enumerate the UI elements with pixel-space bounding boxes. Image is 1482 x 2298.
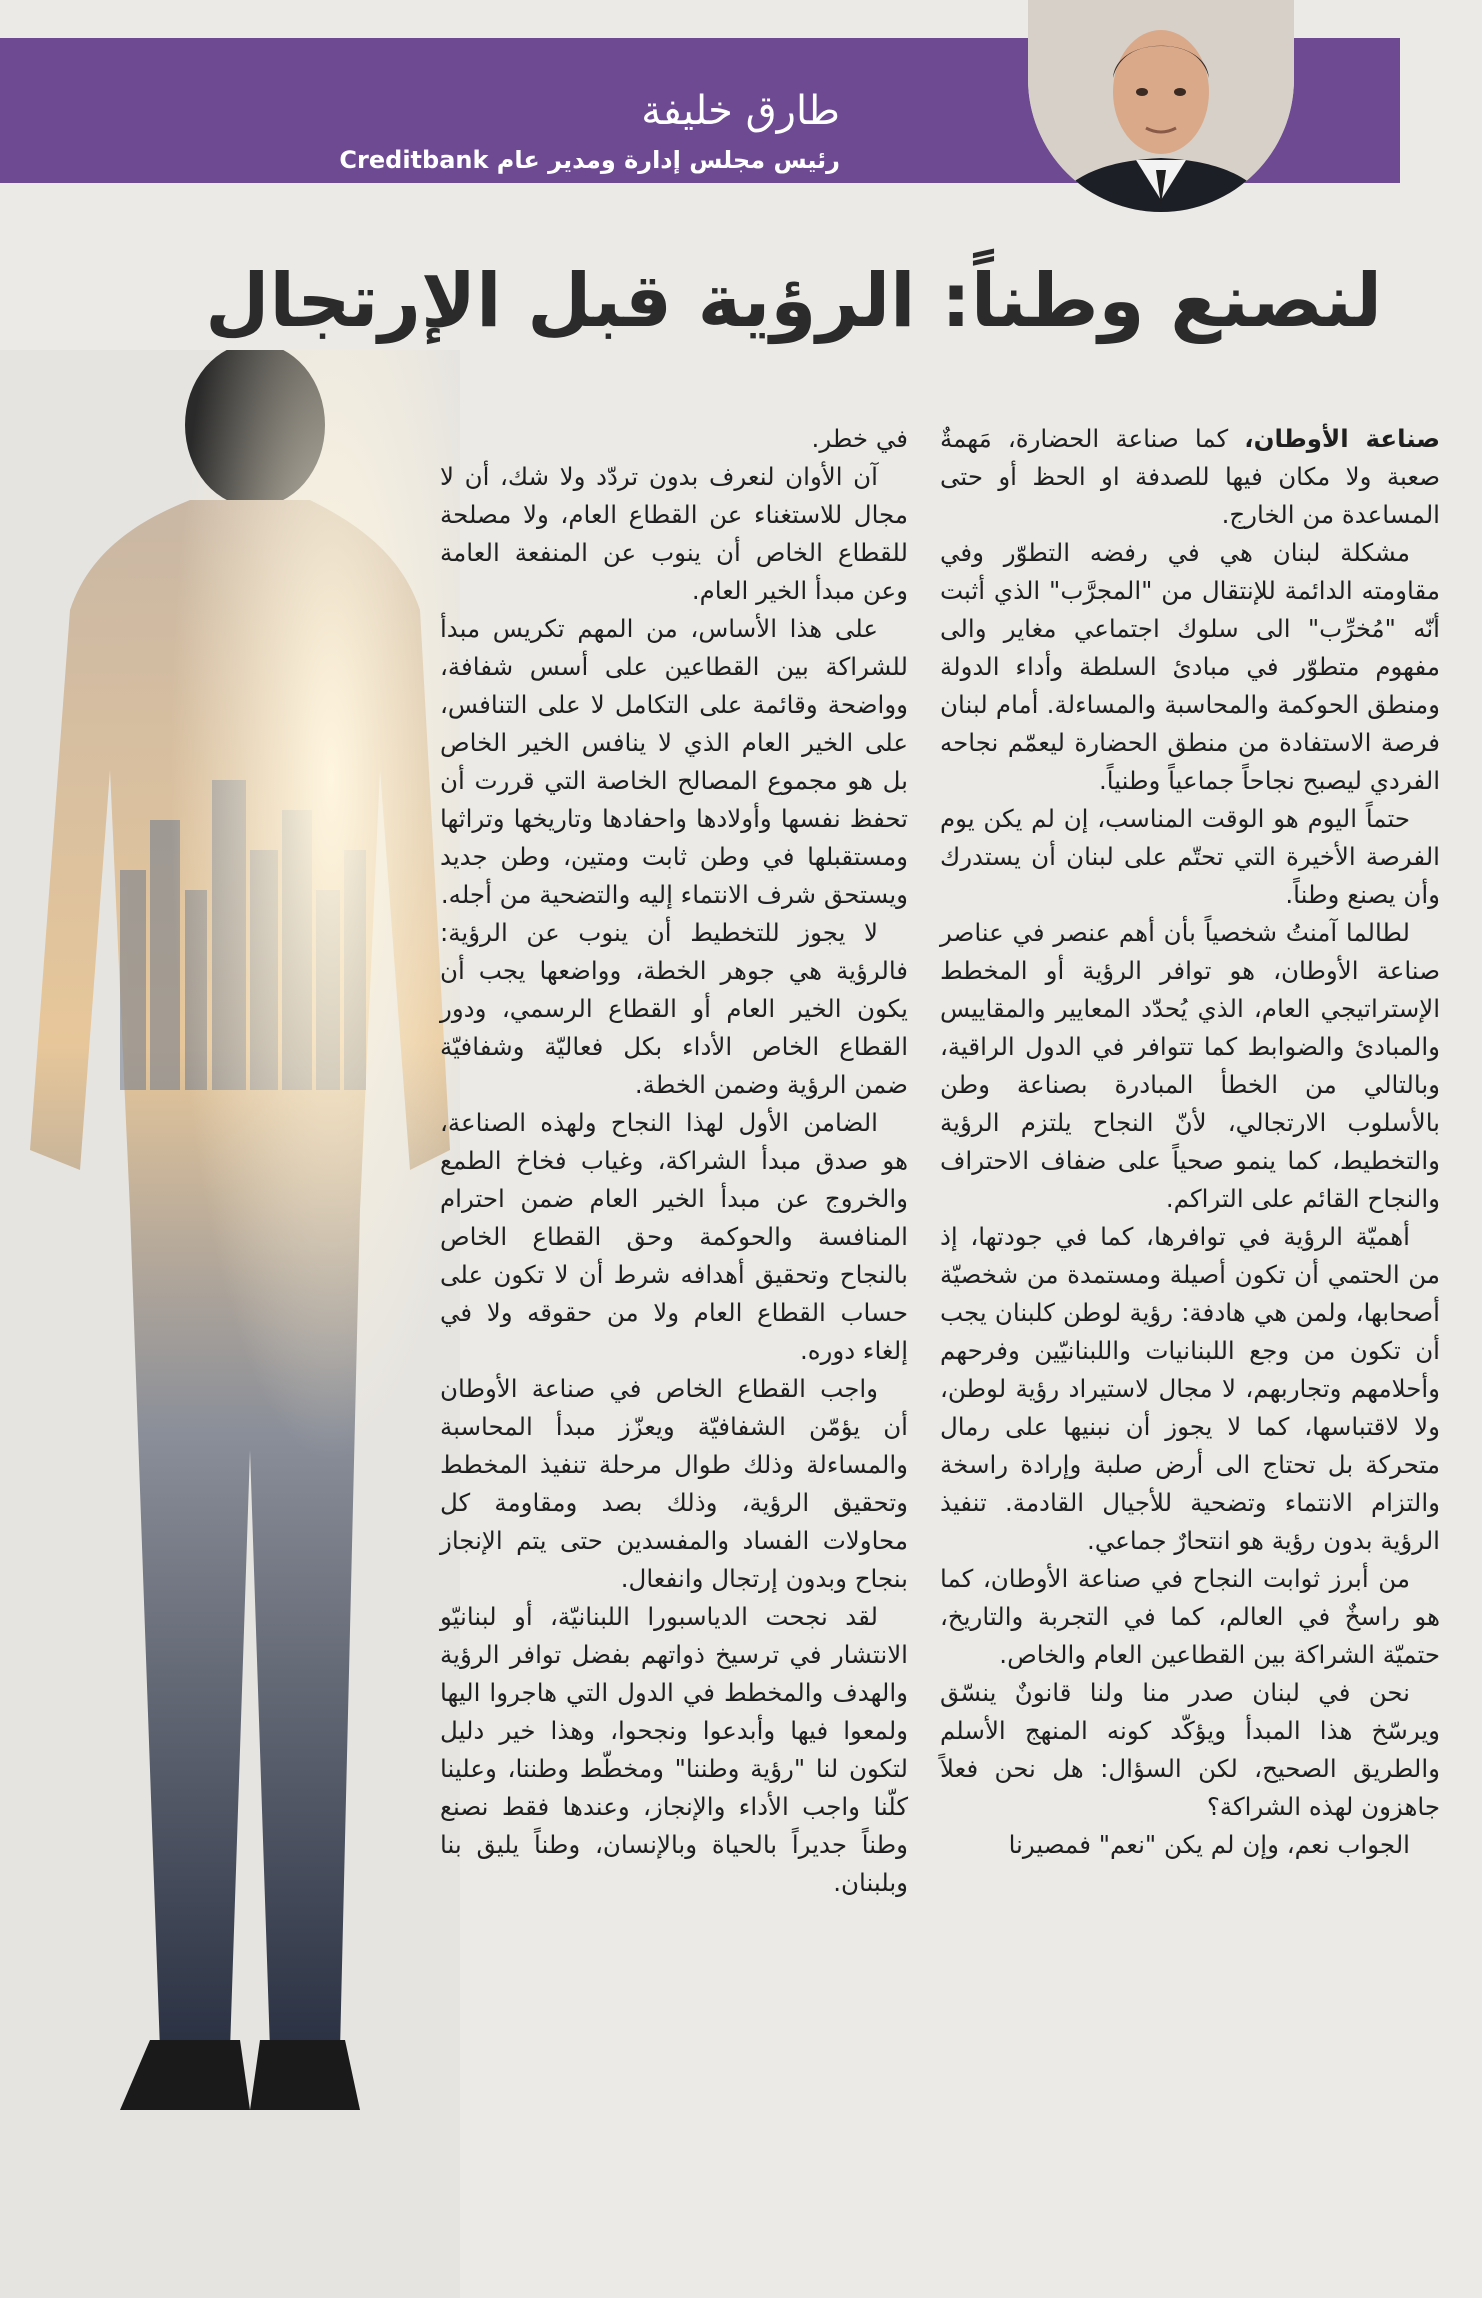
author-name: طارق خليفة [641,88,840,134]
paragraph-left-5: الضامن الأول لهذا النجاح ولهذه الصناعة، هو صدق مبدأ الشراكة، وغياب فخاخ الطمع والخروج عن مبدأ الخير العام ضمن احترام المنافسة والحوكمة وحق القطاع الخاص بالنجاح وتحقيق أهدافه شرط أن لا تكون على حساب القطاع العام ولا من حقوقه ولا في إلغاء دوره. [440,1108,908,1365]
paragraph-left-7: لقد نجحت الدياسبورا اللبنانيّة، أو لبنانيّو الانتشار في ترسيخ ذواتهم بفضل توافر الرؤية والهدف والمخطط في الدول التي هاجروا اليها ولمعوا فيها وأبدعوا ونجحوا، وهذا خير دليل لتكون لنا "رؤية وطننا" ومخطّط وطننا، وعلينا كلّنا واجب الأداء والإنجاز، وعندها فقط نصنع وطناً جديراً بالحياة وبالإنسان، وطناً يليق بنا وبلبنان. [440,1602,908,1897]
paragraph-right-4: لطالما آمنتُ شخصياً بأن أهم عنصر في عناصر صناعة الأوطان، هو توافر الرؤية أو المخطط الإستراتيجي العام، الذي يُحدّد المعايير والمقاييس والمبادئ والضوابط كما تتوافر في الدول الراقية، وبالتالي من الخطأ المبادرة بصناعة وطن بالأسلوب الارتجالي، لأنّ النجاح يلتزم الرؤية والتخطيط، كما ينمو صحياً على ضفاف الاحتراف والنجاح القائم على التراكم. [940,918,1440,1213]
paragraph-left-2: آن الأوان لنعرف بدون تردّد ولا شك، أن لا مجال للاستغناء عن القطاع العام، ولا مصلحة للقطاع الخاص أن ينوب عن المنفعة العامة وعن مبدأ الخير العام. [440,462,908,605]
paragraph-right-3: حتماً اليوم هو الوقت المناسب، إن لم يكن يوم الفرصة الأخيرة التي تحتّم على لبنان أن يستدرك وأن يصنع وطناً. [940,804,1440,909]
paragraph-right-2: مشكلة لبنان هي في رفضه التطوّر وفي مقاومته الدائمة للإنتقال من "المجرَّب" الذي أثبت أنّه "مُخرِّب" الى سلوك اجتماعي مغاير والى مفهوم متطوّر في مبادئ السلطة وأداء الدولة ومنطق الحوكمة والمحاسبة والمساءلة. أمام لبنان فرصة الاستفادة من منطق الحضارة ليعمّم نجاحه الفردي ليصبح نجاحاً جماعياً وطنياً. [940,538,1440,795]
article-headline: لنصنع وطناً: الرؤية قبل الإرتجال [205,258,1382,344]
paragraph-right-5: أهميّة الرؤية في توافرها، كما في جودتها، إذ من الحتمي أن تكون أصيلة ومستمدة من شخصيّة أصحابها، ولمن هي هادفة: رؤية لوطن كلبنان يجب أن تكون من وجع اللبنانيات واللبنانيّين وفرحهم وأحلامهم وتجاربهم، لا مجال لاستيراد رؤية لوطن، ولا لاقتباسها، كما لا يجوز أن نبنيها على رمال متحركة بل تحتاج الى أرض صلبة وإرادة راسخة والتزام الانتماء وتضحية للأجيال القادمة. تنفيذ الرؤية بدون رؤية هو انتحارٌ جماعي. [940,1222,1440,1555]
author-role: رئيس مجلس إدارة ومدير عام Creditbank [339,146,840,174]
paragraph-right-7: نحن في لبنان صدر منا ولنا قانونٌ ينسّق ويرسّخ هذا المبدأ ويؤكّد كونه المنهج الأسلم والطريق الصحيح، لكن السؤال: هل نحن فعلاً جاهزون لهذه الشراكة؟ [940,1678,1440,1821]
lead-word: صناعة الأوطان، [1244,424,1440,453]
paragraph-right-6: من أبرز ثوابت النجاح في صناعة الأوطان، كما هو راسخٌ في العالم، كما في التجربة والتاريخ، حتميّة الشراكة بين القطاعين العام والخاص. [940,1564,1440,1669]
paragraph-right-8: الجواب نعم، وإن لم يكن "نعم" فمصيرنا [1008,1830,1410,1859]
paragraph-left-4: لا يجوز للتخطيط أن ينوب عن الرؤية: فالرؤية هي جوهر الخطة، وواضعها يجب أن يكون الخير العام أو القطاع الرسمي، ودور القطاع الخاص الأداء بكل فعاليّة وشفافيّة ضمن الرؤية وضمن الخطة. [440,918,908,1099]
man-cityscape-graphic [0,350,460,2298]
paragraph-left-1: في خطر. [811,424,908,453]
article-column-left [440,420,908,1902]
paragraph-left-6: واجب القطاع الخاص في صناعة الأوطان أن يؤمّن الشفافيّة ويعزّز مبدأ المحاسبة والمساءلة وذلك طوال مرحلة تنفيذ المخطط وتحقيق الرؤية، وذلك بصد ومقاومة كل محاولات الفساد والمفسدين حتى يتم الإنجاز بنجاح وبدون إرتجال وانفعال. [440,1374,908,1593]
walking-man-illustration [0,350,460,2298]
paragraph-right-1: صناعة الأوطان، كما صناعة الحضارة، مَهمةٌ صعبة ولا مكان فيها للصدفة او الحظ أو حتى المساعدة من الخارج. [940,424,1440,529]
article-column-right [940,420,1440,1864]
paragraph-left-3: على هذا الأساس، من المهم تكريس مبدأ للشراكة بين القطاعين على أسس شفافة، وواضحة وقائمة على التكامل لا على التنافس، على الخير العام الذي لا ينافس الخير الخاص بل هو مجموع المصالح الخاصة التي قررت أن تحفظ نفسها وأولادها واحفادها وتاريخها وتراثها ومستقبلها في وطن ثابت ومتين، وطن جديد ويستحق شرف الانتماء إليه والتضحية من أجله. [440,614,908,909]
